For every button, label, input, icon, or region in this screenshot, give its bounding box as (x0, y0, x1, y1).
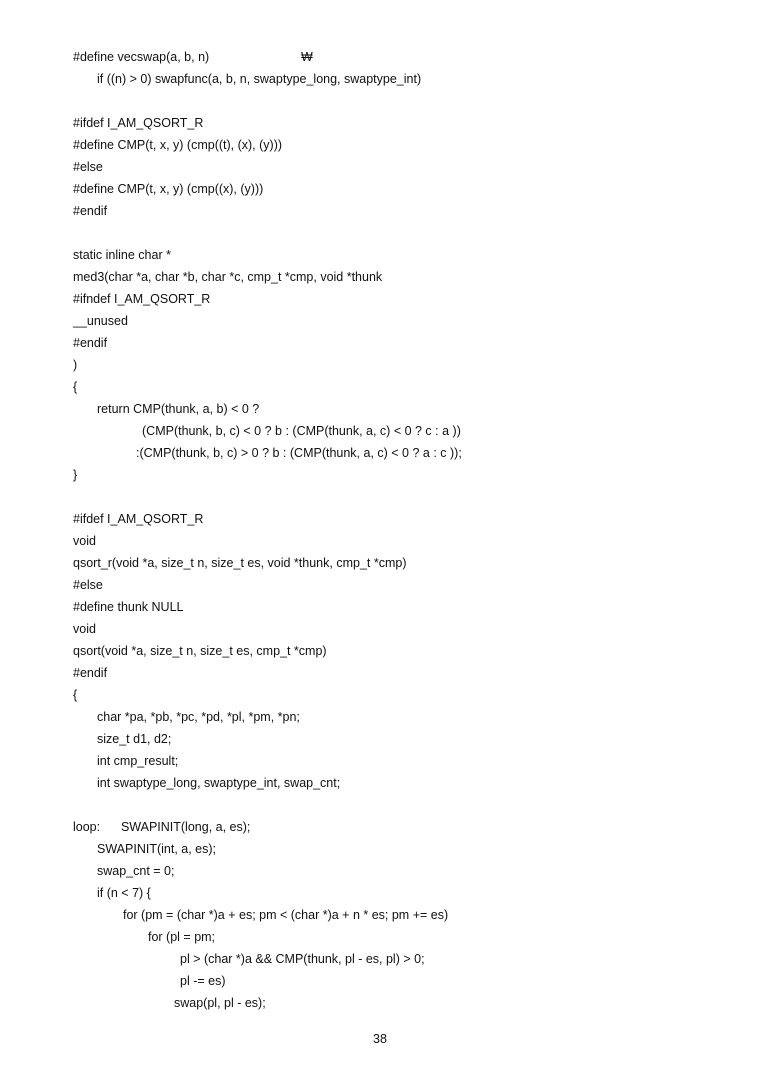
code-line: { (73, 380, 78, 394)
code-line: int cmp_result; (97, 754, 179, 768)
code-line: #endif (73, 666, 108, 680)
code-line: for (pm = (char *)a + es; pm < (char *)a + n * es; pm += es) (123, 908, 449, 922)
code-line: ) (73, 358, 78, 372)
code-line: :(CMP(thunk, b, c) > 0 ? b : (CMP(thunk, a, c) < 0 ? a : c )); (136, 446, 462, 460)
code-line: pl -= es) (180, 974, 226, 988)
code-line: return CMP(thunk, a, b) < 0 ? (97, 402, 260, 416)
code-line: #ifdef I_AM_QSORT_R (73, 512, 204, 526)
blank-line (73, 794, 733, 816)
code-line: #else (73, 578, 103, 592)
code-line: #define CMP(t, x, y) (cmp((x), (y))) (73, 182, 264, 196)
blank-line (73, 90, 733, 112)
code-line: char *pa, *pb, *pc, *pd, *pl, *pm, *pn; (97, 710, 300, 724)
code-line: if (n < 7) { (97, 886, 151, 900)
code-line: swap(pl, pl - es); (174, 996, 266, 1010)
code-line: __unused (73, 314, 128, 328)
code-line: SWAPINIT(int, a, es); (97, 842, 217, 856)
code-text: #define vecswap(a, b, n) (73, 50, 210, 64)
won-sign-mark: ₩ (301, 50, 313, 64)
code-line: #ifndef I_AM_QSORT_R (73, 292, 211, 306)
code-line: void (73, 534, 96, 548)
code-line: (CMP(thunk, b, c) < 0 ? b : (CMP(thunk, a, c) < 0 ? c : a )) (142, 424, 461, 438)
code-line: qsort_r(void *a, size_t n, size_t es, void *thunk, cmp_t *cmp) (73, 556, 407, 570)
page-number: 38 (373, 1032, 387, 1046)
code-line: qsort(void *a, size_t n, size_t es, cmp_t *cmp) (73, 644, 327, 658)
code-line: } (73, 468, 78, 482)
code-line: void (73, 622, 96, 636)
code-line: static inline char * (73, 248, 171, 262)
code-line: for (pl = pm; (148, 930, 216, 944)
blank-line (73, 222, 733, 244)
code-line: size_t d1, d2; (97, 732, 172, 746)
code-line: { (73, 688, 78, 702)
code-line: #ifdef I_AM_QSORT_R (73, 116, 204, 130)
code-line (73, 46, 733, 68)
code-line: loop: SWAPINIT(long, a, es); (73, 820, 251, 834)
code-line: #else (73, 160, 103, 174)
code-line: #endif (73, 336, 108, 350)
code-line: int swaptype_long, swaptype_int, swap_cnt; (97, 776, 341, 790)
code-line: #define thunk NULL (73, 600, 184, 614)
code-line: #define CMP(t, x, y) (cmp((t), (x), (y))) (73, 138, 283, 152)
code-line: swap_cnt = 0; (97, 864, 175, 878)
code-line: med3(char *a, char *b, char *c, cmp_t *cmp, void *thunk (73, 270, 383, 284)
blank-line (73, 486, 733, 508)
code-line: #endif (73, 204, 108, 218)
code-line: pl > (char *)a && CMP(thunk, pl - es, pl) > 0; (180, 952, 425, 966)
code-listing (73, 46, 733, 1014)
code-line: if ((n) > 0) swapfunc(a, b, n, swaptype_long, swaptype_int) (97, 72, 422, 86)
